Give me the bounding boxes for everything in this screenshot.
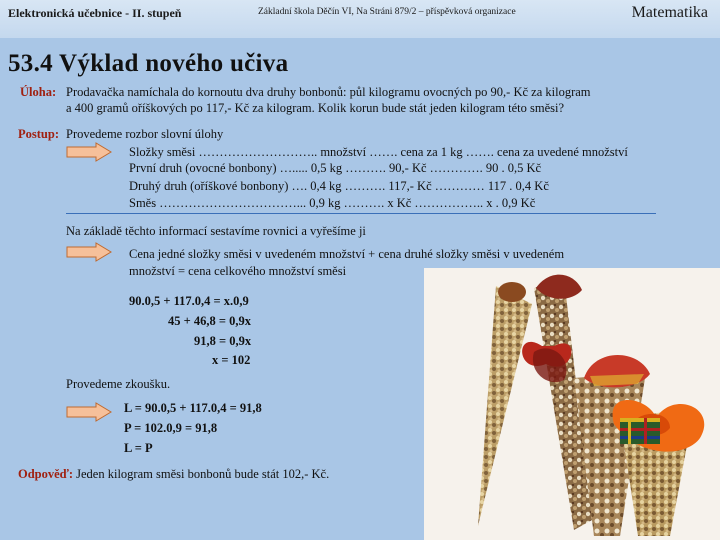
rule-line-1: Cena jedné složky směsi v uvedeném množství + cena druhé složky směsi v uvedeném [129, 247, 565, 261]
task-line-1: Prodavačka namíchala do kornoutu dva druhy bonbonů: půl kilogramu ovocných po 90,- Kč za kilogram [66, 85, 591, 99]
header-textbook-title: Elektronická učebnice - II. stupeň [8, 6, 182, 20]
analysis-row-mixture: Směs ……………………………... 0,9 kg ………. x Kč …………….. x . 0,9 Kč [129, 196, 536, 210]
check-result: L = P [124, 441, 153, 455]
arrow-right-icon [66, 142, 112, 162]
candy-cones-illustration [424, 268, 720, 540]
task-line-2: a 400 gramů oříškových po 117,- Kč za kilogram. Kolik korun bude stát jeden kilogram této směsi? [66, 101, 565, 115]
candy-cones-photo [424, 268, 720, 540]
answer [18, 466, 329, 482]
arrow-right-icon [66, 402, 112, 422]
analysis-row-second: Druhý druh (oříškové bonbony) …. 0,4 kg ………. 117,- Kč ………… 117 . 0,4 Kč [129, 179, 549, 193]
page-title: 53.4 Výklad nového učiva [8, 50, 289, 77]
equation-step-1: 90.0,5 + 117.0,4 = x.0,9 [129, 294, 249, 308]
analysis-row-first: První druh (ovocné bonbony) …..... 0,5 kg ………. 90,- Kč …………. 90 . 0,5 Kč [129, 161, 542, 175]
procedure-label-text: Postup: [18, 127, 59, 141]
header-bar [0, 0, 720, 38]
rule-line-2: množství = cena celkového množství směsi [129, 264, 347, 278]
check-right-side: P = 102.0,9 = 91,8 [124, 421, 218, 435]
equation-step-3: 91,8 = 0,9x [194, 334, 252, 348]
task-label [20, 84, 56, 100]
arrow-right-icon [66, 242, 112, 262]
answer-text: Jeden kilogram směsi bonbonů bude stát 102,- Kč. [76, 467, 330, 481]
divider-line [66, 213, 656, 214]
task-label-text: Úloha: [20, 85, 57, 99]
header-subject: Matematika [631, 4, 708, 21]
equation-step-4: x = 102 [212, 353, 251, 367]
header-school-name: Základní škola Děčín VI, Na Stráni 879/2 – příspěvková organizace [258, 7, 516, 17]
check-intro: Provedeme zkoušku. [66, 377, 171, 391]
procedure-intro: Provedeme rozbor slovní úlohy [66, 127, 224, 141]
answer-label: Odpověď: [18, 467, 74, 481]
procedure-label [18, 126, 59, 142]
equation-step-2: 45 + 46,8 = 0,9x [168, 314, 251, 328]
check-left-side: L = 90.0,5 + 117.0,4 = 91,8 [124, 401, 262, 415]
equation-intro: Na základě těchto informací sestavíme rovnici a vyřešíme ji [66, 224, 366, 238]
analysis-row-header: Složky směsi ……………………….. množství ……. cena za 1 kg ……. cena za uvedené množství [129, 145, 628, 159]
